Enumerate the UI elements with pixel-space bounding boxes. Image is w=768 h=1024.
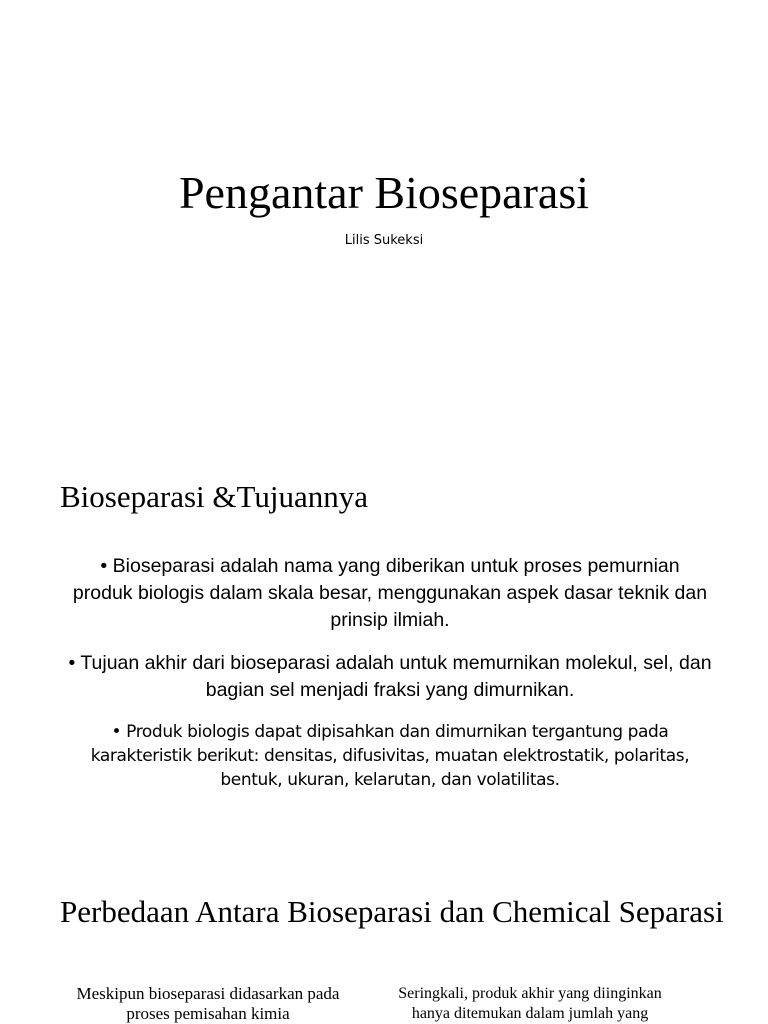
right-column-text: Seringkali, produk akhir yang diinginkan hanya ditemukan dalam jumlah yang (398, 985, 662, 1022)
bullet-goal: • Tujuan akhir dari bioseparasi adalah untuk memurnikan molekul, sel, dan bagian sel menjadi fraksi yang dimurnikan. (68, 652, 712, 701)
slide-bioseparasi-tujuan (0, 432, 768, 864)
bullet-definition: • Bioseparasi adalah nama yang diberikan untuk proses pemurnian produk biologis dalam skala besar, menggunakan aspek dasar teknik dan prinsip ilmiah. (72, 555, 708, 631)
slide-perbedaan (0, 864, 768, 1024)
slide-heading: Perbedaan Antara Bioseparasi dan Chemical Separasi (60, 894, 724, 929)
title-slide (0, 0, 768, 432)
presentation-title: Pengantar Bioseparasi (178, 167, 590, 218)
author-name: Lilis Sukeksi (344, 233, 424, 248)
slide-heading: Bioseparasi &Tujuannya (60, 479, 368, 514)
left-column-text: Meskipun bioseparasi didasarkan pada proses pemisahan kimia (76, 984, 340, 1023)
bullet-characteristics: • Produk biologis dapat dipisahkan dan dimurnikan tergantung pada karakteristik berikut: densitas, difusivitas, muatan elektrostatik, polaritas, bentuk, ukuran, kelarutan, dan volatilitas. (90, 722, 690, 790)
